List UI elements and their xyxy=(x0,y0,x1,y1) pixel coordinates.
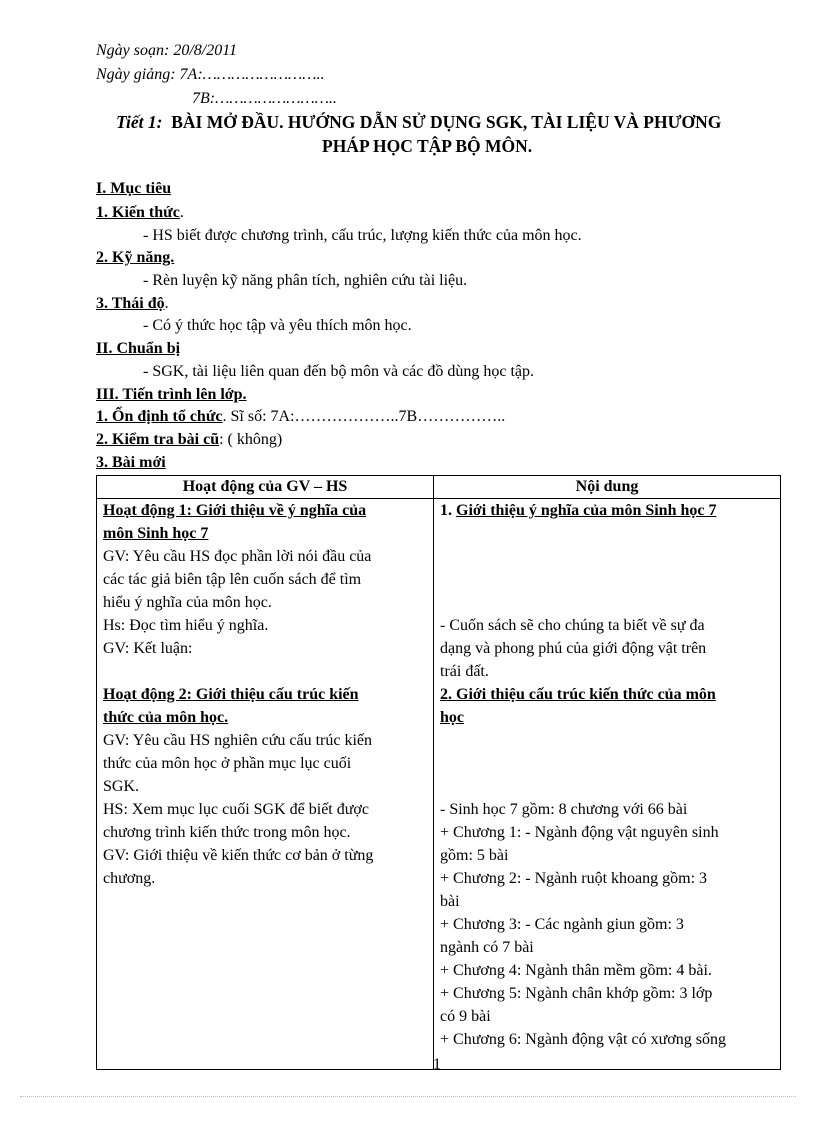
attitude-heading-row: 3. Thái độ. xyxy=(96,295,169,312)
section2-line: gồm: 5 bài xyxy=(440,847,509,864)
step2-row xyxy=(96,431,282,449)
section2-title-line2: học xyxy=(440,709,464,726)
section2-line: + Chương 4: Ngành thân mềm gồm: 4 bài. xyxy=(440,962,712,979)
section2-line: + Chương 5: Ngành chân khớp gồm: 3 lớp xyxy=(440,985,713,1002)
lesson-title-line2: PHÁP HỌC TẬP BỘ MÔN. xyxy=(322,136,533,156)
section2-line: - Sinh học 7 gồm: 8 chương với 66 bài xyxy=(440,801,688,818)
section2-line: bài xyxy=(440,893,460,910)
step1-row xyxy=(96,408,505,426)
section1-line: trái đất. xyxy=(440,663,489,680)
section2-title-line1: 2. Giới thiệu cấu trúc kiến thức của môn xyxy=(440,686,716,703)
date-prepared: Ngày soạn: 20/8/2011 xyxy=(96,42,238,59)
content-cell xyxy=(434,499,781,1070)
section1-title xyxy=(440,499,774,522)
lesson-title-text: BÀI MỞ ĐẦU. HƯỚNG DẪN SỬ DỤNG SGK, TÀI LIỆU VÀ PHƯƠNG xyxy=(171,112,722,132)
activity2-title-line2: thức của môn học. xyxy=(103,709,229,726)
lesson-label: Tiết 1 xyxy=(116,112,157,132)
skills-heading: 2. Kỹ năng. xyxy=(96,249,175,266)
page-number: 1 xyxy=(433,1056,441,1073)
skills-text: - Rèn luyện kỹ năng phân tích, nghiên cứu tài liệu. xyxy=(143,272,468,289)
activity1-line: hiểu ý nghĩa của môn học. xyxy=(103,594,272,611)
attitude-heading: 3. Thái độ xyxy=(96,295,165,312)
activity2-line: GV: Yêu cầu HS nghiên cứu cấu trúc kiến xyxy=(103,732,373,749)
section2-line: có 9 bài xyxy=(440,1008,491,1025)
step1-text: . Sĩ số: 7A:………………..7B…………….. xyxy=(222,408,506,425)
step1-heading: 1. Ổn định tổ chức xyxy=(96,408,223,425)
col-header-content: Nội dung xyxy=(434,476,781,499)
section2-line: ngành có 7 bài xyxy=(440,939,534,956)
section1-line: - Cuốn sách sẽ cho chúng ta biết về sự đa xyxy=(440,617,705,634)
activity1-line: GV: Yêu cầu HS đọc phần lời nói đầu của xyxy=(103,548,372,565)
activity1-title-line1: Hoạt động 1: Giới thiệu về ý nghĩa của xyxy=(103,502,367,519)
section2-line: + Chương 6: Ngành động vật có xương sống xyxy=(440,1031,726,1048)
section2-line: + Chương 3: - Các ngành giun gồm: 3 xyxy=(440,916,684,933)
lesson-title-line1: Tiết 1: BÀI MỞ ĐẦU. HƯỚNG DẪN SỬ DỤNG SGK, TÀI LIỆU VÀ PHƯƠNG xyxy=(116,112,722,132)
objectives-heading: I. Mục tiêu xyxy=(96,180,172,197)
step3-heading: 3. Bài mới xyxy=(96,454,166,471)
activity1-line: GV: Kết luận: xyxy=(103,640,193,657)
knowledge-text: - HS biết được chương trình, cấu trúc, lượng kiến thức của môn học. xyxy=(143,227,582,244)
activity2-line: chương trình kiến thức trong môn học. xyxy=(103,824,351,841)
activities-cell xyxy=(97,499,434,1070)
preparation-heading: II. Chuẩn bị xyxy=(96,340,181,357)
section1-number: 1. xyxy=(440,502,456,519)
section2-line: + Chương 2: - Ngành ruột khoang gồm: 3 xyxy=(440,870,708,887)
section2-line: + Chương 1: - Ngành động vật nguyên sinh xyxy=(440,824,719,841)
table-row xyxy=(97,499,781,1070)
activity2-line: SGK. xyxy=(103,778,140,795)
lesson-table xyxy=(96,475,781,1070)
activity2-line: GV: Giới thiệu về kiến thức cơ bản ở từng xyxy=(103,847,374,864)
preparation-text: - SGK, tài liệu liên quan đến bộ môn và các đồ dùng học tập. xyxy=(143,363,535,380)
section1-title-text: Giới thiệu ý nghĩa của môn Sinh học 7 xyxy=(456,502,717,519)
activity1-line: các tác giả biên tập lên cuốn sách để tìm xyxy=(103,571,362,588)
table-header-row xyxy=(97,476,781,499)
activity2-line: thức của môn học ở phần mục lục cuối xyxy=(103,755,352,772)
page-bottom-rule xyxy=(20,1096,796,1097)
col-header-activities: Hoạt động của GV – HS xyxy=(97,476,434,499)
activity2-title-line1: Hoạt động 2: Giới thiệu cấu trúc kiến xyxy=(103,686,359,703)
step2-text: : ( không) xyxy=(219,431,283,448)
knowledge-heading-row: 1. Kiến thức. xyxy=(96,204,184,221)
date-taught-7b: 7B:…………………….. xyxy=(192,90,337,107)
knowledge-heading: 1. Kiến thức xyxy=(96,204,180,221)
activity2-line: HS: Xem mục lục cuối SGK để biết được xyxy=(103,801,369,818)
activity2-line: chương. xyxy=(103,870,156,887)
date-taught-7a: Ngày giảng: 7A:…………………….. xyxy=(96,66,325,83)
activity1-title-line2: môn Sinh học 7 xyxy=(103,525,209,542)
attitude-text: - Có ý thức học tập và yêu thích môn học. xyxy=(143,317,412,334)
procedure-heading: III. Tiến trình lên lớp. xyxy=(96,386,247,403)
section1-line: dạng và phong phú của giới động vật trên xyxy=(440,640,707,657)
activity1-line: Hs: Đọc tìm hiểu ý nghĩa. xyxy=(103,617,269,634)
step2-heading: 2. Kiểm tra bài cũ xyxy=(96,431,220,448)
